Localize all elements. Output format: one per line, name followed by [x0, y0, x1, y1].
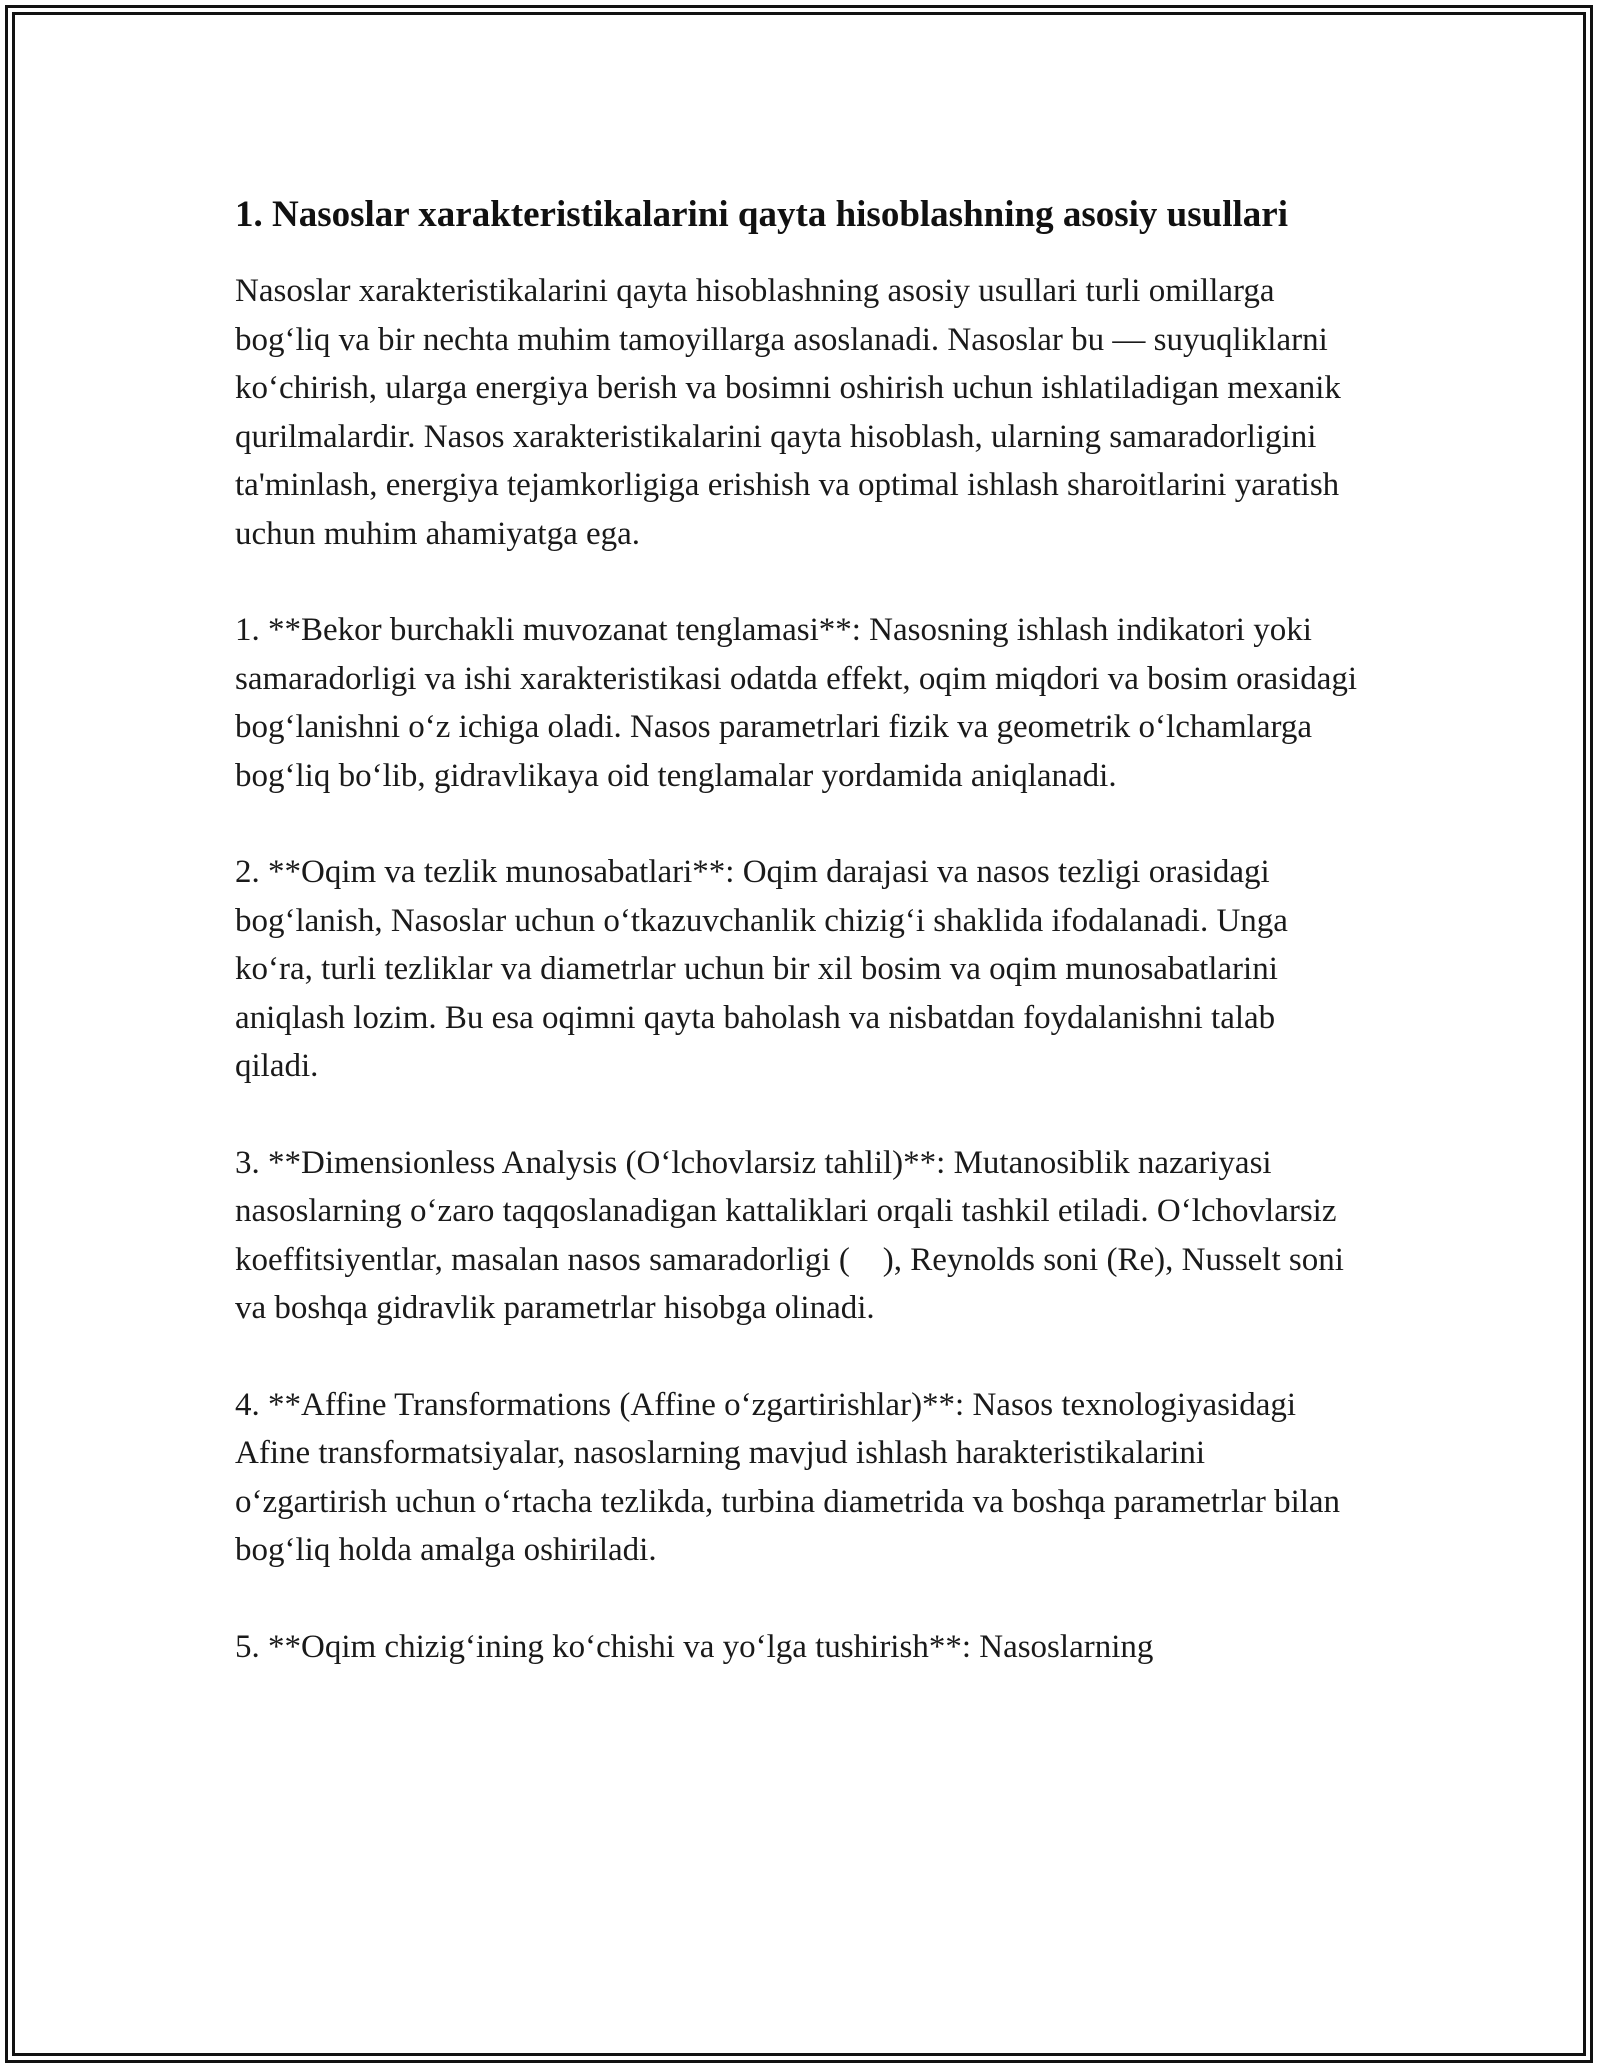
list-item-1: 1. **Bekor burchakli muvozanat tenglamasi**: Nasosning ishlash indikatori yoki samaradorligi va ishi xarakteristikasi odatda effekt, oqim miqdori va bosim orasidagi bog‘lanishni o‘z ichiga oladi. Nasos parametrlari fizik va geometrik o‘lchamlarga bog‘liq bo‘lib, gidravlikaya oid tenglamalar yordamida aniqlanadi. — [235, 612, 1358, 794]
list-item-2: 2. **Oqim va tezlik munosabatlari**: Oqim darajasi va nasos tezligi orasidagi bog‘lanish, Nasoslar uchun o‘tkazuvchanlik chizig‘i shaklida ifodalanadi. Unga ko‘ra, turli tezliklar va diametrlar uchun bir xil bosim va oqim munosabatlarini aniqlash lozim. Bu esa oqimni qayta baholash va nisbatdan foydalanishni talab qiladi. — [235, 854, 1288, 1084]
list-item-5: 5. **Oqim chizig‘ining ko‘chishi va yo‘lga tushirish**: Nasoslarning — [235, 1628, 1154, 1665]
list-item-3: 3. **Dimensionless Analysis (O‘lchovlarsiz tahlil)**: Mutanosiblik nazariyasi nasoslarning o‘zaro taqqoslanadigan kattaliklari orqali tashkil etiladi. O‘lchovlarsiz koeffitsiyentlar, masalan nasos samaradorligi ( ), Reynolds soni (Re), Nusselt soni va boshqa gidravlik parametrlar hisobga olinadi. — [235, 1144, 1353, 1326]
document-body — [235, 188, 1365, 1671]
intro-paragraph: Nasoslar xarakteristikalarini qayta hisoblashning asosiy usullari turli omillarga bog‘liq va bir nechta muhim tamoyillarga asoslanadi. Nasoslar bu — suyuqliklarni ko‘chirish, ularga energiya berish va bosimni oshirish uchun ishlatiladigan mexanik qurilmalardir. Nasos xarakteristikalarini qayta hisoblash, ularning samaradorligini ta'minlash, energiya tejamkorligiga erishish va optimal ishlash sharoitlarini yaratish uchun muhim ahamiyatga ega. — [235, 273, 1341, 552]
list-item-4: 4. **Affine Transformations (Affine o‘zgartirishlar)**: Nasos texnologiyasidagi Afine transformatsiyalar, nasoslarning mavjud ishlash harakteristikalarini o‘zgartirish uchun o‘rtacha tezlikda, turbina diametrida va boshqa parametrlar bilan bog‘liq holda amalga oshiriladi. — [235, 1386, 1341, 1568]
section-heading: 1. Nasoslar xarakteristikalarini qayta hisoblashning asosiy usullari — [235, 194, 1288, 235]
